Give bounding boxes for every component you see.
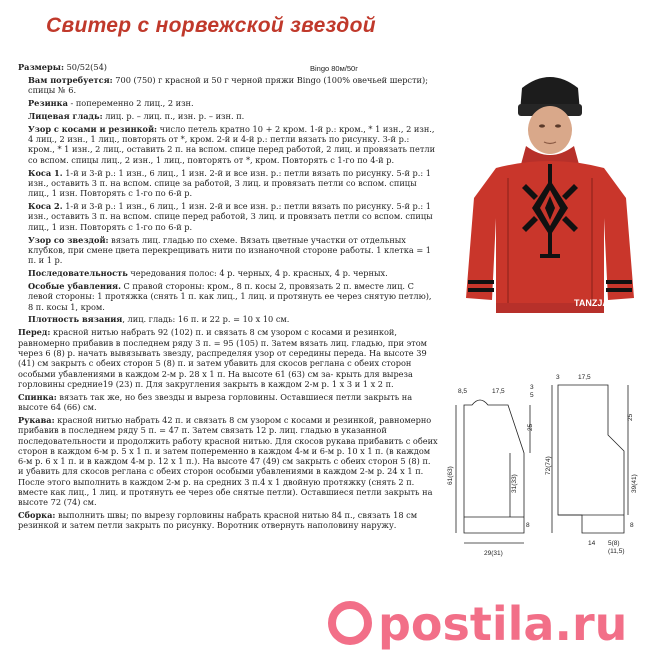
section-sizes: Размеры: 50/52(54) [18,62,107,72]
svg-text:8: 8 [630,522,634,529]
section-rib: Резинка - попеременно 2 лиц., 2 изн. [28,98,194,109]
section-back: Спинка: вязать так же, но без звезды и выреза горловины. Оставшиеся петли закрыть на высоте 64 (66) см. [18,391,413,413]
svg-text:postila.ru: postila.ru [378,597,628,651]
section-materials: Вам потребуется: 700 (750) г красной и 50 г черной пряжи Bingo (100% овечьей шерсти); спицы № 6. [28,74,428,96]
section-sleeves: Рукава: красной нитью набрать 42 п. и связать 8 см узором с косами и резинкой, равномерно прибавив в последнем ряду 5 п. = 47 п. Затем связать 12 р. лиц. гладью в указанной последовательности и продолжить работу красной нитью. Для скосов рукава прибавить с обеих сторон в каждом 6-м р. 5 х 1 п. и затем попеременно в каждом 4-м и 6-м р. 10 х 1 п. (в каждом 6-м р. 6 х 1 п. и в каждом 4-м р. 12 х 1 п.). На высоте 47 (49) см закрыть с обеих сторон 5 (8) п. и убавить для скосов реглана с обеих сторон особыми убавлениями в каждом 2-м р. 24 х 1 п. После этого выполнить в каждом 2-м р. на средних 3 п.4 х 1 двойную протяжку (снять 2 п. вместе как лиц., 1 лиц. и протянуть ее через обе снятые петли). Оставшиеся петли закрыть на высоте 72 (74) см. [18,414,438,508]
svg-text:31(33): 31(33) [511,474,518,493]
section-star-pattern: Узор со звездой: вязать лиц. гладью по схеме. Вязать цветные участки от отдельных клубков, при смене цвета перекрещивать нити по изнаночной стороне работы. 1 клетка = 1 п. и 1 р. [28,234,431,266]
svg-text:5(8): 5(8) [608,540,620,547]
page-title: Свитер с норвежской звездой [46,14,376,37]
yarn-label: Bingo 80м/50г [310,64,358,73]
section-front: Перед: красной нитью набрать 92 (102) п. и связать 8 см узором с косами и резинкой, равномерно прибавив в последнем ряду 3 п. = 95 (105) п. Затем вязать лиц. гладью, при этом через 6 (8) р. начать вывязывать звезду, распределяя узор от середины переда. На высоте 39 (41) см закрыть с обеих сторон 5 (8) п. и затем убавить для скосов реглана с обеих сторон особыми убавлениями в каждом 2-м р. 28 х 1 п. На высоте 61 (63) см за- крыть для выреза горловины средние19 (23) п. Для закругления закрыть в каждом 2-м р. 1 х 3 и 1 х 2 п. [18,327,427,389]
svg-text:29(31): 29(31) [484,550,503,557]
svg-text:(11,5): (11,5) [608,548,625,555]
svg-text:25: 25 [527,423,534,431]
svg-text:17,5: 17,5 [492,388,505,395]
photo-caption: TANZJA [574,298,609,308]
section-cable-rib: Узор с косами и резинкой: число петель кратно 10 + 2 кром. 1-й р.: кром., * 1 изн., 2 изн., 4 лиц., 2 изн., 1 лиц., повторять от *, кром. 2-й и 4-й р.: петли вязать по рисунку. 3-й р.: кром., * 1 изн., 2 лиц., оставить 2 п. на вспом. спице перед работой, 2 лиц. и провязать петли со вспом. спицы лиц., 2 изн., 1 лиц., повторять от *, кром. Повторять с 1-го по 4-й р. [28,123,436,165]
svg-text:72(74): 72(74) [545,456,552,475]
postila-watermark [330,592,656,654]
section-sequence: Последовательность чередования полос: 4 р. черных, 4 р. красных, 4 р. черных. [28,268,388,279]
svg-text:39(41): 39(41) [631,474,638,493]
section-cable-1: Коса 1. 1-й и 3-й р.: 1 изн., 6 лиц., 1 изн. 2-й и все изн. р.: петли вязать по рисунку. 5-й р.: 1 изн., оставить 3 п. на вспом. спице за работой, 3 лиц. и провязать петли со вспом. спицы лиц., 1 изн. Повторять с 1-го по 6-й р. [28,167,431,199]
svg-text:8: 8 [526,522,530,529]
sleeve-schematic [545,365,648,590]
front-schematic [440,365,540,590]
section-stockinette: Лицевая гладь: лиц. р. – лиц. п., изн. р. – изн. п. [28,110,245,121]
svg-text:14: 14 [588,540,596,547]
svg-text:3: 3 [556,374,560,381]
section-cable-2: Коса 2. 1-й и 3-й р.: 1 изн., 6 лиц., 1 изн. 2-й и все изн. р.: петли вязать по рисунку. 5-й р.: 1 изн., оставить 3 п. на вспом. спице перед работой, 3 лиц. и провязать петли со вспом. спицы лиц., 1 изн. Повторять с 1-го по 6-й р. [28,201,433,232]
section-gauge: Плотность вязания, лиц. гладь: 16 п. и 22 р. = 10 х 10 см. [28,314,290,325]
svg-text:8,5: 8,5 [458,388,468,395]
svg-text:17,5: 17,5 [578,374,591,381]
section-decreases: Особые убавления. С правой стороны: кром., 8 п. косы 2, провязать 2 п. вместе лиц. С левой стороны: 1 протяжка (снять 1 п. как лиц., 1 лиц. и протянуть ее через снятую петлю), 8 п. косы 1, кром. [28,280,432,312]
instructions-text [18,62,438,533]
sweater-photo [456,68,644,318]
svg-text:61(63): 61(63) [447,466,454,485]
svg-text:3: 3 [530,384,534,391]
svg-text:5: 5 [530,392,534,399]
svg-text:25: 25 [627,413,634,421]
section-assembly: Сборка: выполнить швы; по вырезу горловины набрать красной нитью 84 п., связать 18 см резинкой и затем петли закрыть по рисунку. Воротник отвернуть наполовину наружу. [18,510,418,531]
